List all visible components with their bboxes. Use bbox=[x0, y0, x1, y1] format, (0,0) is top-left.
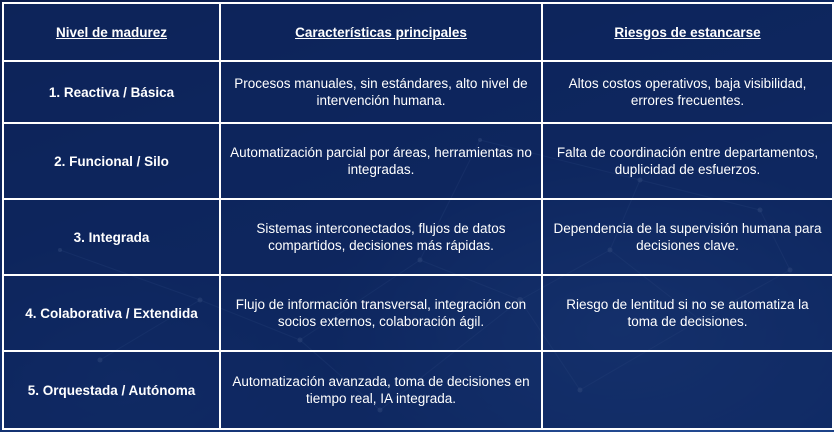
row-risks: Dependencia de la supervisión humana para decisiones clave. bbox=[542, 199, 833, 275]
table-row bbox=[3, 123, 833, 199]
row-characteristics: Flujo de información transversal, integración con socios externos, colaboración ágil. bbox=[220, 275, 542, 351]
header-stagnation-risks: Riesgos de estancarse bbox=[542, 3, 833, 61]
header-main-characteristics: Características principales bbox=[220, 3, 542, 61]
row-risks: Falta de coordinación entre departamentos, duplicidad de esfuerzos. bbox=[542, 123, 833, 199]
row-level-label: 5. Orquestada / Autónoma bbox=[3, 351, 220, 429]
row-level-label: 3. Integrada bbox=[3, 199, 220, 275]
table-row bbox=[3, 61, 833, 123]
row-risks bbox=[542, 351, 833, 429]
row-characteristics: Sistemas interconectados, flujos de datos compartidos, decisiones más rápidas. bbox=[220, 199, 542, 275]
row-risks: Altos costos operativos, baja visibilidad, errores frecuentes. bbox=[542, 61, 833, 123]
table-header-row bbox=[3, 3, 833, 61]
row-level-label: 4. Colaborativa / Extendida bbox=[3, 275, 220, 351]
row-characteristics: Procesos manuales, sin estándares, alto nivel de intervención humana. bbox=[220, 61, 542, 123]
row-characteristics: Automatización parcial por áreas, herramientas no integradas. bbox=[220, 123, 542, 199]
row-risks: Riesgo de lentitud si no se automatiza la toma de decisiones. bbox=[542, 275, 833, 351]
row-level-label: 1. Reactiva / Básica bbox=[3, 61, 220, 123]
header-maturity-level: Nivel de madurez bbox=[3, 3, 220, 61]
row-characteristics: Automatización avanzada, toma de decisiones en tiempo real, IA integrada. bbox=[220, 351, 542, 429]
table-row bbox=[3, 275, 833, 351]
table-row bbox=[3, 199, 833, 275]
table-row bbox=[3, 351, 833, 429]
maturity-levels-table bbox=[2, 2, 834, 430]
row-level-label: 2. Funcional / Silo bbox=[3, 123, 220, 199]
